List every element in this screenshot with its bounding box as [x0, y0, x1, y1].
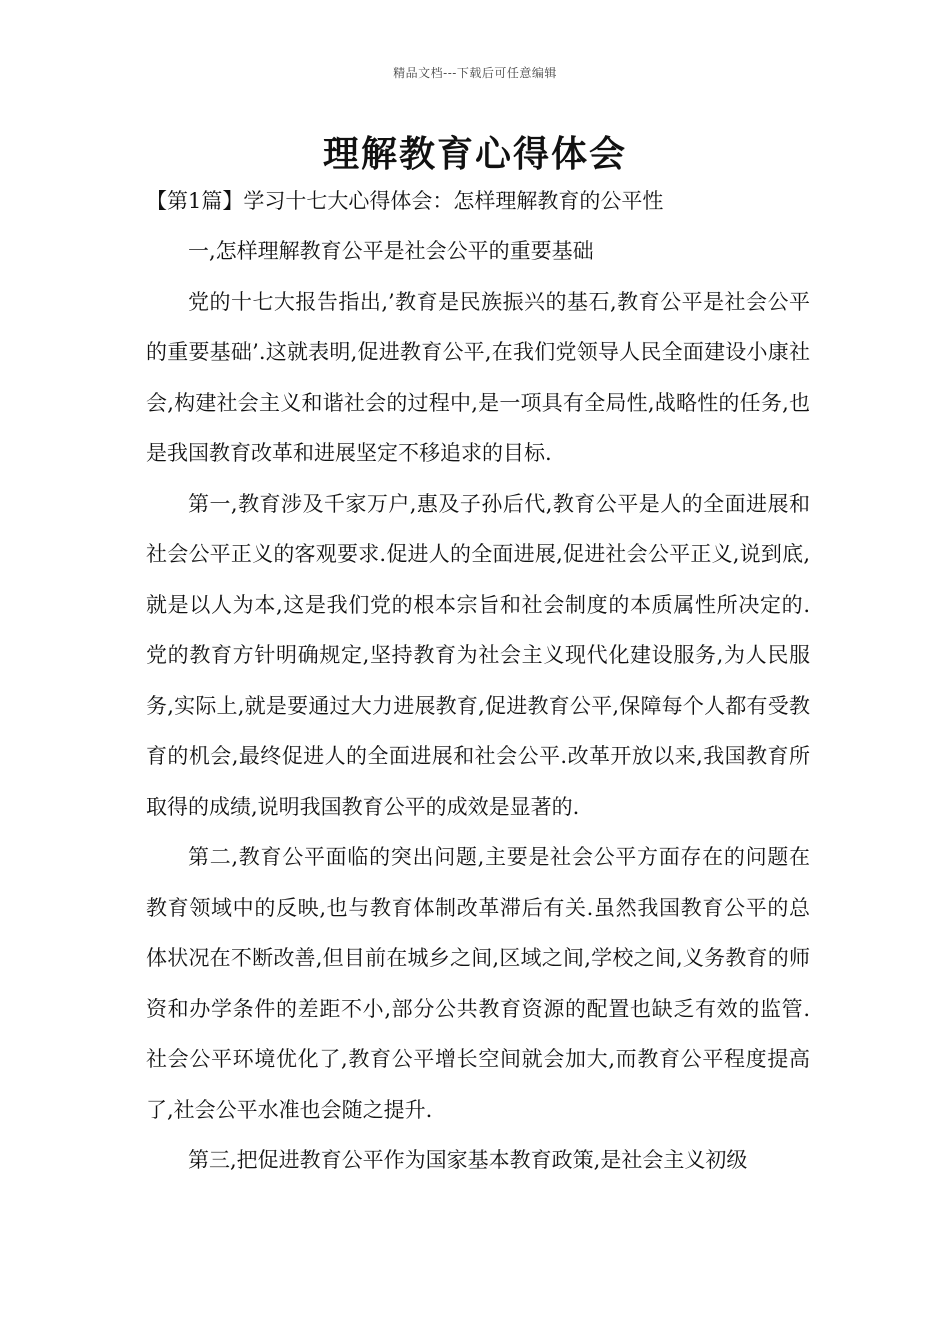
- paragraph: 党的十七大报告指出,’教育是民族振兴的基石,教育公平是社会公平的重要基础’.这就表明,促进教育公平,在我们党领导人民全面建设小康社会,构建社会主义和谐社会的过程中,是一项具有全局性,战略性的任务,也是我国教育改革和进展坚定不移追求的目标.: [146, 289, 810, 465]
- document-title: 理解教育心得体会: [322, 133, 627, 175]
- paragraph: 第二,教育公平面临的突出问题,主要是社会公平方面存在的问题在教育领域中的反映,也与教育体制改革滞后有关.虽然我国教育公平的总体状况在不断改善,但目前在城乡之间,区域之间,学校之间,义务教育的师资和办学条件的差距不小,部分公共教育资源的配置也缺乏有效的监管.社会公平环境优化了,教育公平增长空间就会加大,而教育公平程度提高了,社会公平水准也会随之提升.: [146, 845, 810, 1122]
- paragraph: 第三,把促进教育公平作为国家基本教育政策,是社会主义初级: [188, 1148, 748, 1172]
- section-heading: 【第1篇】学习十七大心得体会：怎样理解教育的公平性: [146, 189, 664, 213]
- paragraph: 第一,教育涉及千家万户,惠及子孙后代,教育公平是人的全面进展和社会公平正义的客观要求.促进人的全面进展,促进社会公平正义,说到底,就是以人为本,这是我们党的根本宗旨和社会制度的本质属性所决定的.党的教育方针明确规定,坚持教育为社会主义现代化建设服务,为人民服务,实际上,就是要通过大力进展教育,促进教育公平,保障每个人都有受教育的机会,最终促进人的全面进展和社会公平.改革开放以来,我国教育所取得的成绩,说明我国教育公平的成效是显著的.: [146, 491, 810, 819]
- paragraph: 一,怎样理解教育公平是社会公平的重要基础: [188, 239, 594, 263]
- header-note: 精品文档---下载后可任意编辑: [393, 66, 557, 80]
- document-body: [146, 180, 810, 1186]
